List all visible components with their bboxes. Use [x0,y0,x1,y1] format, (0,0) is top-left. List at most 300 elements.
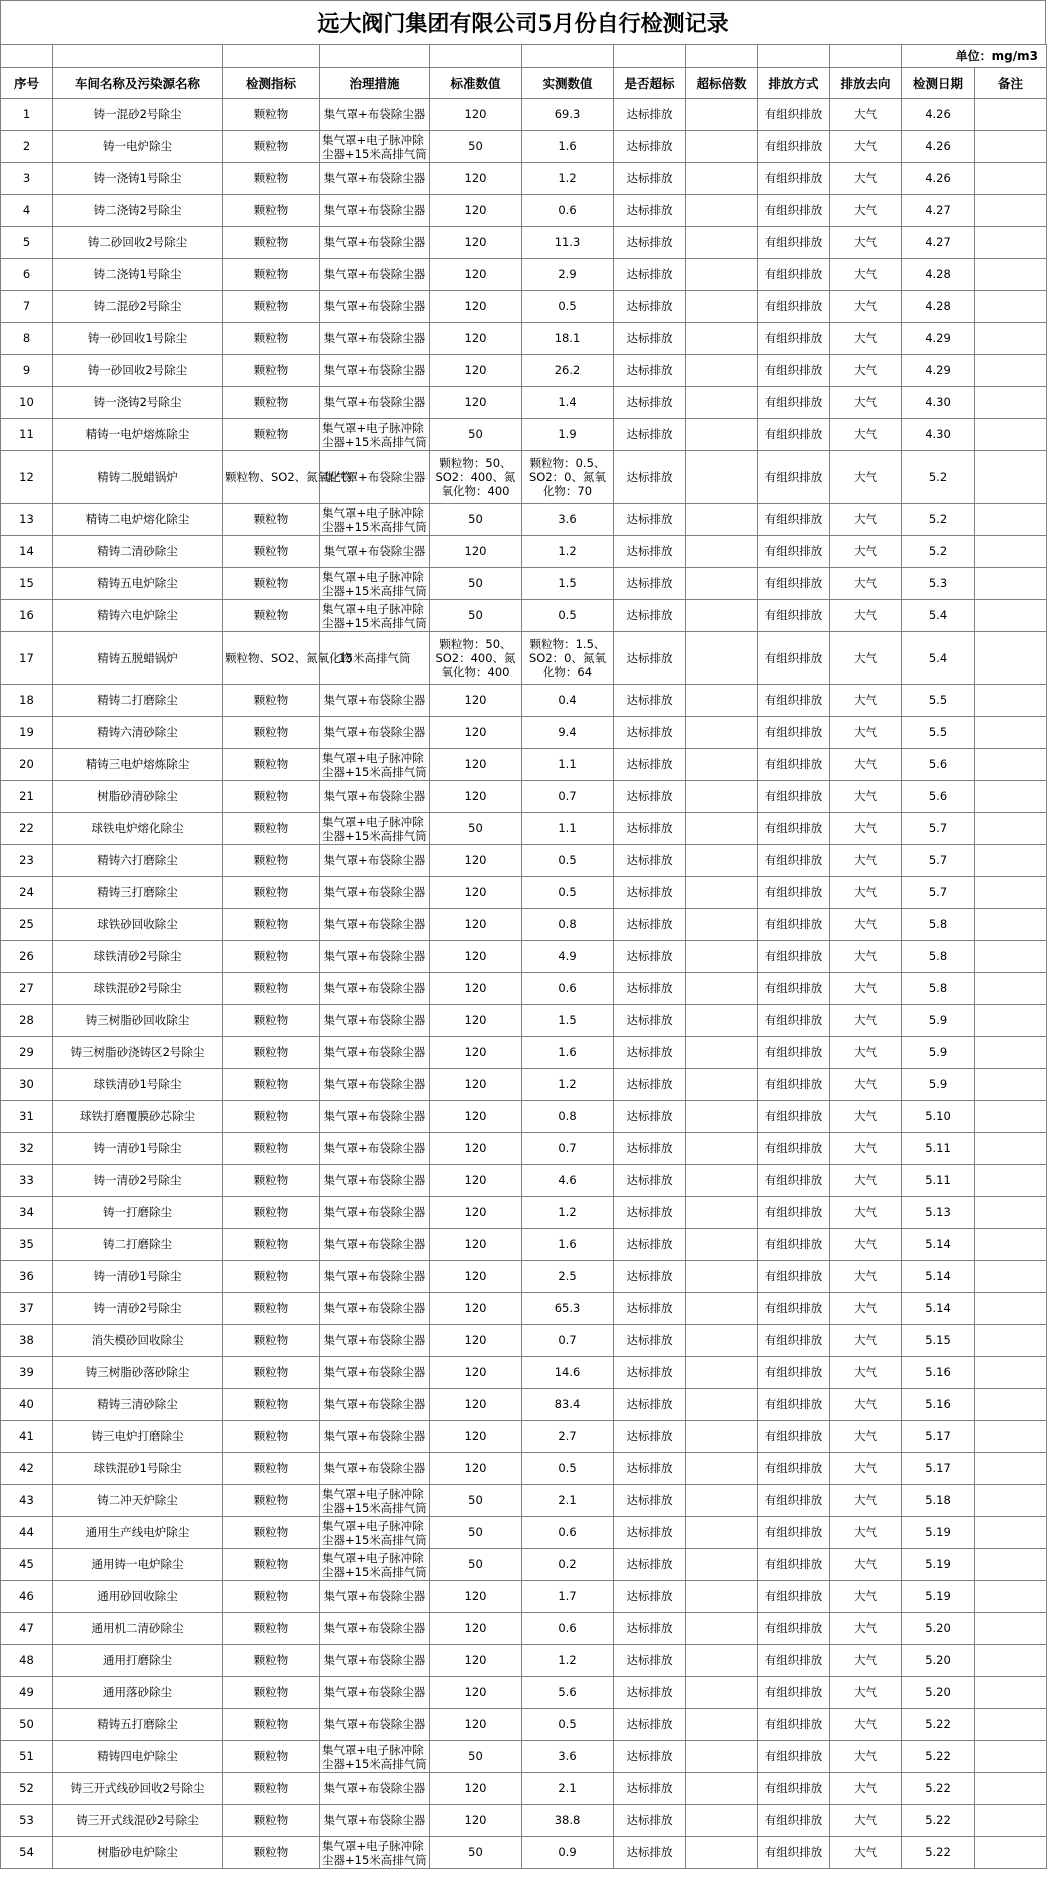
cell-mode[interactable]: 有组织排放 [758,1581,830,1613]
cell-actual[interactable]: 0.9 [522,1837,614,1869]
cell-times[interactable] [686,419,758,451]
cell-exceed[interactable]: 达标排放 [614,1293,686,1325]
cell-source-name[interactable]: 精铸二脱蜡锅炉 [53,451,223,504]
cell-no[interactable]: 52 [1,1773,53,1805]
cell-measure[interactable]: 集气罩+电子脉冲除尘器+15米高排气筒 [320,419,430,451]
cell-no[interactable]: 7 [1,291,53,323]
cell-index[interactable]: 颗粒物 [223,291,320,323]
cell-measure[interactable]: 集气罩+布袋除尘器 [320,163,430,195]
cell-index[interactable]: 颗粒物 [223,813,320,845]
cell-times[interactable] [686,1197,758,1229]
cell-note[interactable] [975,600,1047,632]
cell-dest[interactable]: 大气 [830,1037,902,1069]
cell-note[interactable] [975,877,1047,909]
cell-date[interactable]: 4.27 [902,227,975,259]
cell-dest[interactable]: 大气 [830,1709,902,1741]
cell-exceed[interactable]: 达标排放 [614,1773,686,1805]
cell-date[interactable]: 5.22 [902,1837,975,1869]
cell-date[interactable]: 5.10 [902,1101,975,1133]
cell-dest[interactable]: 大气 [830,1677,902,1709]
cell-standard[interactable]: 120 [430,685,522,717]
cell-dest[interactable]: 大气 [830,909,902,941]
cell-dest[interactable]: 大气 [830,227,902,259]
cell-measure[interactable]: 集气罩+布袋除尘器 [320,1261,430,1293]
cell-times[interactable] [686,1005,758,1037]
cell-mode[interactable]: 有组织排放 [758,163,830,195]
cell-date[interactable]: 5.7 [902,845,975,877]
cell-mode[interactable]: 有组织排放 [758,1357,830,1389]
cell-actual[interactable]: 9.4 [522,717,614,749]
cell-note[interactable] [975,685,1047,717]
cell-measure[interactable]: 集气罩+布袋除尘器 [320,717,430,749]
cell-actual[interactable]: 2.1 [522,1485,614,1517]
cell-dest[interactable]: 大气 [830,1197,902,1229]
cell-mode[interactable]: 有组织排放 [758,1741,830,1773]
cell-measure[interactable]: 集气罩+布袋除尘器 [320,1645,430,1677]
cell-note[interactable] [975,195,1047,227]
cell-index[interactable]: 颗粒物 [223,536,320,568]
cell-index[interactable]: 颗粒物 [223,1453,320,1485]
cell-date[interactable]: 4.27 [902,195,975,227]
cell-index[interactable]: 颗粒物 [223,1549,320,1581]
cell-actual[interactable]: 1.1 [522,749,614,781]
cell-times[interactable] [686,355,758,387]
cell-dest[interactable]: 大气 [830,1741,902,1773]
cell-source-name[interactable]: 铸三树脂砂浇铸区2号除尘 [53,1037,223,1069]
cell-mode[interactable]: 有组织排放 [758,877,830,909]
cell-note[interactable] [975,1357,1047,1389]
cell-exceed[interactable]: 达标排放 [614,323,686,355]
cell-exceed[interactable]: 达标排放 [614,419,686,451]
cell-times[interactable] [686,163,758,195]
cell-dest[interactable]: 大气 [830,387,902,419]
cell-measure[interactable]: 集气罩+布袋除尘器 [320,1805,430,1837]
cell-times[interactable] [686,1165,758,1197]
cell-no[interactable]: 53 [1,1805,53,1837]
cell-dest[interactable]: 大气 [830,1389,902,1421]
cell-date[interactable]: 5.14 [902,1261,975,1293]
cell-note[interactable] [975,1549,1047,1581]
cell-note[interactable] [975,1037,1047,1069]
cell-measure[interactable]: 集气罩+电子脉冲除尘器+15米高排气筒 [320,813,430,845]
cell-times[interactable] [686,909,758,941]
cell-date[interactable]: 4.29 [902,355,975,387]
cell-times[interactable] [686,568,758,600]
cell-no[interactable]: 34 [1,1197,53,1229]
cell-standard[interactable]: 颗粒物：50、SO2：400、氮氧化物：400 [430,632,522,685]
cell-exceed[interactable]: 达标排放 [614,1645,686,1677]
cell-standard[interactable]: 120 [430,291,522,323]
cell-source-name[interactable]: 精铸六电炉除尘 [53,600,223,632]
cell-note[interactable] [975,291,1047,323]
cell-times[interactable] [686,1357,758,1389]
cell-source-name[interactable]: 精铸三电炉熔炼除尘 [53,749,223,781]
cell-actual[interactable]: 65.3 [522,1293,614,1325]
cell-source-name[interactable]: 铸一浇铸1号除尘 [53,163,223,195]
cell-actual[interactable]: 0.6 [522,1517,614,1549]
cell-times[interactable] [686,600,758,632]
cell-dest[interactable]: 大气 [830,1069,902,1101]
cell-date[interactable]: 5.6 [902,781,975,813]
cell-index[interactable]: 颗粒物 [223,323,320,355]
cell-times[interactable] [686,195,758,227]
cell-source-name[interactable]: 铸二冲天炉除尘 [53,1485,223,1517]
cell-index[interactable]: 颗粒物 [223,163,320,195]
cell-dest[interactable]: 大气 [830,259,902,291]
cell-no[interactable]: 31 [1,1101,53,1133]
cell-exceed[interactable]: 达标排放 [614,1229,686,1261]
cell-note[interactable] [975,387,1047,419]
cell-source-name[interactable]: 精铸三清砂除尘 [53,1389,223,1421]
cell-measure[interactable]: 集气罩+布袋除尘器 [320,227,430,259]
cell-standard[interactable]: 120 [430,1357,522,1389]
cell-date[interactable]: 5.14 [902,1293,975,1325]
cell-date[interactable]: 5.8 [902,973,975,1005]
cell-actual[interactable]: 0.5 [522,600,614,632]
cell-exceed[interactable]: 达标排放 [614,632,686,685]
cell-mode[interactable]: 有组织排放 [758,419,830,451]
cell-index[interactable]: 颗粒物 [223,99,320,131]
cell-source-name[interactable]: 铸三树脂砂回收除尘 [53,1005,223,1037]
cell-index[interactable]: 颗粒物 [223,1677,320,1709]
cell-dest[interactable]: 大气 [830,1101,902,1133]
cell-date[interactable]: 5.16 [902,1389,975,1421]
cell-date[interactable]: 5.5 [902,685,975,717]
cell-measure[interactable]: 集气罩+布袋除尘器 [320,1709,430,1741]
cell-source-name[interactable]: 精铸六打磨除尘 [53,845,223,877]
cell-date[interactable]: 4.29 [902,323,975,355]
cell-mode[interactable]: 有组织排放 [758,451,830,504]
cell-note[interactable] [975,99,1047,131]
cell-date[interactable]: 5.20 [902,1613,975,1645]
cell-standard[interactable]: 120 [430,1037,522,1069]
cell-note[interactable] [975,1453,1047,1485]
cell-source-name[interactable]: 精铸三打磨除尘 [53,877,223,909]
cell-exceed[interactable]: 达标排放 [614,1741,686,1773]
cell-actual[interactable]: 0.8 [522,1101,614,1133]
cell-times[interactable] [686,1645,758,1677]
cell-exceed[interactable]: 达标排放 [614,1805,686,1837]
cell-exceed[interactable]: 达标排放 [614,1485,686,1517]
cell-standard[interactable]: 120 [430,1613,522,1645]
cell-no[interactable]: 3 [1,163,53,195]
cell-no[interactable]: 19 [1,717,53,749]
cell-exceed[interactable]: 达标排放 [614,355,686,387]
cell-exceed[interactable]: 达标排放 [614,781,686,813]
cell-dest[interactable]: 大气 [830,568,902,600]
cell-times[interactable] [686,877,758,909]
cell-source-name[interactable]: 铸一混砂2号除尘 [53,99,223,131]
cell-mode[interactable]: 有组织排放 [758,749,830,781]
cell-exceed[interactable]: 达标排放 [614,1037,686,1069]
cell-no[interactable]: 23 [1,845,53,877]
cell-no[interactable]: 39 [1,1357,53,1389]
cell-standard[interactable]: 120 [430,749,522,781]
cell-mode[interactable]: 有组织排放 [758,1133,830,1165]
cell-standard[interactable]: 120 [430,973,522,1005]
cell-mode[interactable]: 有组织排放 [758,1709,830,1741]
cell-note[interactable] [975,1485,1047,1517]
cell-measure[interactable]: 集气罩+电子脉冲除尘器+15米高排气筒 [320,131,430,163]
cell-exceed[interactable]: 达标排放 [614,973,686,1005]
cell-dest[interactable]: 大气 [830,1453,902,1485]
cell-actual[interactable]: 0.5 [522,1709,614,1741]
cell-actual[interactable]: 0.8 [522,909,614,941]
cell-standard[interactable]: 120 [430,387,522,419]
cell-actual[interactable]: 0.7 [522,781,614,813]
cell-mode[interactable]: 有组织排放 [758,355,830,387]
cell-dest[interactable]: 大气 [830,504,902,536]
cell-dest[interactable]: 大气 [830,717,902,749]
cell-no[interactable]: 54 [1,1837,53,1869]
cell-times[interactable] [686,504,758,536]
cell-date[interactable]: 5.6 [902,749,975,781]
cell-source-name[interactable]: 通用机二清砂除尘 [53,1613,223,1645]
cell-actual[interactable]: 颗粒物：0.5、SO2：0、氮氧化物：70 [522,451,614,504]
cell-times[interactable] [686,1837,758,1869]
cell-measure[interactable]: 集气罩+电子脉冲除尘器+15米高排气筒 [320,1741,430,1773]
cell-index[interactable]: 颗粒物 [223,504,320,536]
cell-no[interactable]: 5 [1,227,53,259]
cell-measure[interactable]: 集气罩+布袋除尘器 [320,1613,430,1645]
cell-exceed[interactable]: 达标排放 [614,1005,686,1037]
cell-measure[interactable]: 集气罩+布袋除尘器 [320,1069,430,1101]
cell-source-name[interactable]: 球铁打磨覆膜砂芯除尘 [53,1101,223,1133]
cell-mode[interactable]: 有组织排放 [758,1389,830,1421]
cell-standard[interactable]: 50 [430,1549,522,1581]
cell-measure[interactable]: 集气罩+布袋除尘器 [320,1037,430,1069]
cell-dest[interactable]: 大气 [830,323,902,355]
cell-source-name[interactable]: 球铁清砂1号除尘 [53,1069,223,1101]
cell-mode[interactable]: 有组织排放 [758,1773,830,1805]
cell-actual[interactable]: 颗粒物：1.5、SO2：0、氮氧化物：64 [522,632,614,685]
cell-measure[interactable]: 集气罩+布袋除尘器 [320,1421,430,1453]
cell-dest[interactable]: 大气 [830,1133,902,1165]
cell-date[interactable]: 5.19 [902,1517,975,1549]
cell-date[interactable]: 4.28 [902,259,975,291]
cell-actual[interactable]: 0.5 [522,291,614,323]
cell-actual[interactable]: 1.7 [522,1581,614,1613]
cell-source-name[interactable]: 精铸五电炉除尘 [53,568,223,600]
cell-measure[interactable]: 集气罩+布袋除尘器 [320,941,430,973]
cell-standard[interactable]: 50 [430,568,522,600]
cell-measure[interactable]: 集气罩+布袋除尘器 [320,355,430,387]
cell-index[interactable]: 颗粒物 [223,909,320,941]
cell-dest[interactable]: 大气 [830,1165,902,1197]
cell-index[interactable]: 颗粒物 [223,749,320,781]
cell-note[interactable] [975,973,1047,1005]
cell-note[interactable] [975,1805,1047,1837]
cell-note[interactable] [975,1677,1047,1709]
cell-times[interactable] [686,845,758,877]
cell-index[interactable]: 颗粒物 [223,1645,320,1677]
cell-standard[interactable]: 50 [430,1741,522,1773]
cell-times[interactable] [686,813,758,845]
cell-source-name[interactable]: 精铸六清砂除尘 [53,717,223,749]
cell-dest[interactable]: 大气 [830,99,902,131]
cell-mode[interactable]: 有组织排放 [758,323,830,355]
cell-times[interactable] [686,632,758,685]
cell-mode[interactable]: 有组织排放 [758,1229,830,1261]
cell-date[interactable]: 4.26 [902,99,975,131]
cell-index[interactable]: 颗粒物 [223,973,320,1005]
cell-source-name[interactable]: 铸一浇铸2号除尘 [53,387,223,419]
cell-exceed[interactable]: 达标排放 [614,99,686,131]
cell-no[interactable]: 44 [1,1517,53,1549]
cell-standard[interactable]: 120 [430,1421,522,1453]
cell-mode[interactable]: 有组织排放 [758,909,830,941]
cell-standard[interactable]: 120 [430,1293,522,1325]
cell-standard[interactable]: 50 [430,504,522,536]
cell-no[interactable]: 38 [1,1325,53,1357]
cell-mode[interactable]: 有组织排放 [758,717,830,749]
cell-times[interactable] [686,717,758,749]
cell-source-name[interactable]: 铸三电炉打磨除尘 [53,1421,223,1453]
cell-times[interactable] [686,1549,758,1581]
cell-exceed[interactable]: 达标排放 [614,717,686,749]
cell-source-name[interactable]: 精铸四电炉除尘 [53,1741,223,1773]
cell-standard[interactable]: 120 [430,1005,522,1037]
cell-no[interactable]: 51 [1,1741,53,1773]
cell-times[interactable] [686,1421,758,1453]
cell-actual[interactable]: 0.4 [522,685,614,717]
cell-source-name[interactable]: 铸一打磨除尘 [53,1197,223,1229]
cell-no[interactable]: 25 [1,909,53,941]
cell-note[interactable] [975,1645,1047,1677]
cell-no[interactable]: 22 [1,813,53,845]
cell-measure[interactable]: 集气罩+布袋除尘器 [320,387,430,419]
cell-index[interactable]: 颗粒物 [223,1261,320,1293]
cell-actual[interactable]: 18.1 [522,323,614,355]
cell-actual[interactable]: 1.6 [522,1037,614,1069]
cell-date[interactable]: 4.30 [902,419,975,451]
cell-standard[interactable]: 120 [430,1165,522,1197]
cell-actual[interactable]: 1.6 [522,1229,614,1261]
cell-standard[interactable]: 120 [430,909,522,941]
cell-exceed[interactable]: 达标排放 [614,387,686,419]
cell-exceed[interactable]: 达标排放 [614,568,686,600]
cell-note[interactable] [975,1389,1047,1421]
cell-times[interactable] [686,1805,758,1837]
cell-times[interactable] [686,1133,758,1165]
cell-times[interactable] [686,291,758,323]
cell-dest[interactable]: 大气 [830,1485,902,1517]
cell-source-name[interactable]: 铸二砂回收2号除尘 [53,227,223,259]
cell-date[interactable]: 5.5 [902,717,975,749]
cell-note[interactable] [975,1709,1047,1741]
cell-no[interactable]: 11 [1,419,53,451]
cell-times[interactable] [686,1389,758,1421]
cell-no[interactable]: 15 [1,568,53,600]
cell-standard[interactable]: 120 [430,536,522,568]
cell-index[interactable]: 颗粒物 [223,717,320,749]
cell-note[interactable] [975,1613,1047,1645]
cell-dest[interactable]: 大气 [830,1421,902,1453]
cell-exceed[interactable]: 达标排放 [614,749,686,781]
cell-no[interactable]: 10 [1,387,53,419]
cell-times[interactable] [686,1101,758,1133]
cell-date[interactable]: 5.22 [902,1805,975,1837]
cell-no[interactable]: 49 [1,1677,53,1709]
cell-date[interactable]: 5.19 [902,1581,975,1613]
cell-dest[interactable]: 大气 [830,355,902,387]
cell-mode[interactable]: 有组织排放 [758,291,830,323]
cell-times[interactable] [686,1741,758,1773]
cell-measure[interactable]: 集气罩+布袋除尘器 [320,1229,430,1261]
cell-index[interactable]: 颗粒物 [223,1837,320,1869]
cell-no[interactable]: 36 [1,1261,53,1293]
cell-dest[interactable]: 大气 [830,1549,902,1581]
cell-actual[interactable]: 0.7 [522,1325,614,1357]
cell-no[interactable]: 16 [1,600,53,632]
cell-date[interactable]: 5.22 [902,1741,975,1773]
cell-dest[interactable]: 大气 [830,163,902,195]
cell-exceed[interactable]: 达标排放 [614,1709,686,1741]
cell-date[interactable]: 5.22 [902,1709,975,1741]
cell-exceed[interactable]: 达标排放 [614,163,686,195]
cell-no[interactable]: 2 [1,131,53,163]
cell-exceed[interactable]: 达标排放 [614,1613,686,1645]
cell-source-name[interactable]: 球铁砂回收除尘 [53,909,223,941]
cell-index[interactable]: 颗粒物 [223,685,320,717]
cell-exceed[interactable]: 达标排放 [614,1453,686,1485]
cell-index[interactable]: 颗粒物 [223,1485,320,1517]
cell-date[interactable]: 5.9 [902,1069,975,1101]
cell-standard[interactable]: 50 [430,813,522,845]
cell-actual[interactable]: 26.2 [522,355,614,387]
cell-index[interactable]: 颗粒物 [223,600,320,632]
cell-note[interactable] [975,845,1047,877]
cell-note[interactable] [975,1517,1047,1549]
cell-date[interactable]: 5.17 [902,1453,975,1485]
cell-index[interactable]: 颗粒物 [223,1421,320,1453]
cell-exceed[interactable]: 达标排放 [614,504,686,536]
cell-exceed[interactable]: 达标排放 [614,877,686,909]
cell-dest[interactable]: 大气 [830,1837,902,1869]
cell-exceed[interactable]: 达标排放 [614,227,686,259]
cell-date[interactable]: 5.19 [902,1549,975,1581]
cell-mode[interactable]: 有组织排放 [758,973,830,1005]
cell-dest[interactable]: 大气 [830,1357,902,1389]
cell-dest[interactable]: 大气 [830,195,902,227]
cell-exceed[interactable]: 达标排放 [614,600,686,632]
cell-standard[interactable]: 120 [430,99,522,131]
cell-date[interactable]: 5.4 [902,632,975,685]
cell-dest[interactable]: 大气 [830,1005,902,1037]
cell-actual[interactable]: 1.2 [522,163,614,195]
cell-index[interactable]: 颗粒物 [223,387,320,419]
cell-mode[interactable]: 有组织排放 [758,845,830,877]
cell-note[interactable] [975,1773,1047,1805]
cell-actual[interactable]: 2.7 [522,1421,614,1453]
cell-actual[interactable]: 38.8 [522,1805,614,1837]
cell-source-name[interactable]: 精铸二清砂除尘 [53,536,223,568]
cell-source-name[interactable]: 消失模砂回收除尘 [53,1325,223,1357]
cell-note[interactable] [975,1069,1047,1101]
cell-measure[interactable]: 集气罩+布袋除尘器 [320,1165,430,1197]
cell-mode[interactable]: 有组织排放 [758,1101,830,1133]
cell-date[interactable]: 5.7 [902,813,975,845]
cell-measure[interactable]: 集气罩+布袋除尘器 [320,323,430,355]
cell-index[interactable]: 颗粒物 [223,1165,320,1197]
cell-no[interactable]: 35 [1,1229,53,1261]
cell-date[interactable]: 5.2 [902,504,975,536]
cell-index[interactable]: 颗粒物 [223,1741,320,1773]
cell-note[interactable] [975,1421,1047,1453]
cell-index[interactable]: 颗粒物 [223,1005,320,1037]
cell-mode[interactable]: 有组织排放 [758,1837,830,1869]
cell-times[interactable] [686,1453,758,1485]
